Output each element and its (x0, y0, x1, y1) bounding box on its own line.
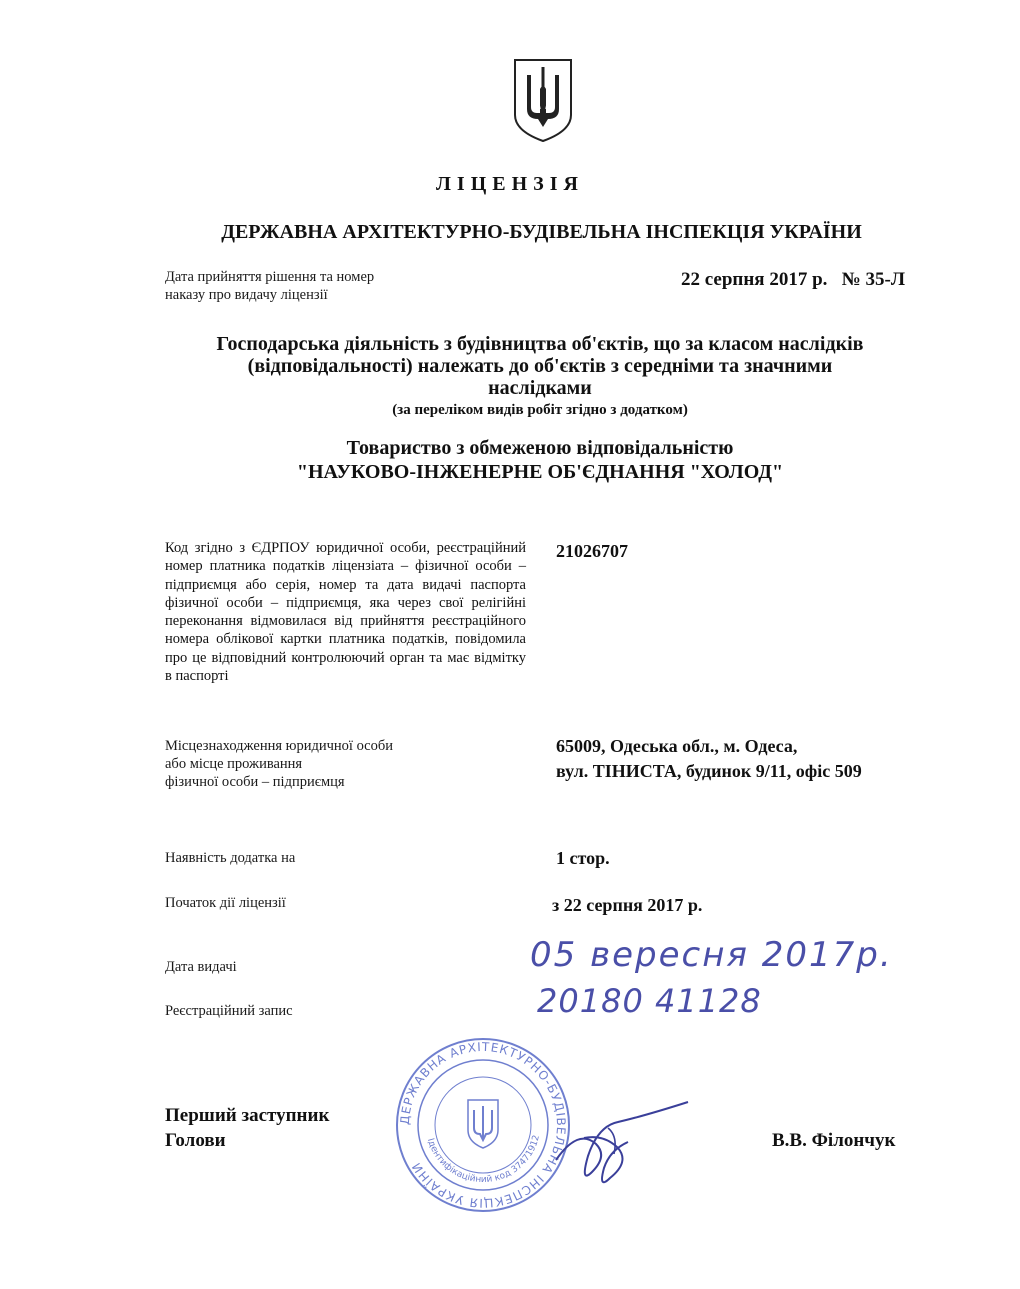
start-value: з 22 серпня 2017 р. (552, 895, 703, 915)
stamp-outer-text: ДЕРЖАВНА АРХІТЕКТУРНО-БУДІВЕЛЬНА ІНСПЕКЦІЯ УКРАЇНИ (397, 1039, 569, 1211)
order-label (165, 268, 465, 304)
location-label (165, 737, 465, 791)
order-label-line: наказу про видачу ліцензії (165, 287, 328, 303)
location-label-line: Місцезнаходження юридичної особи (165, 738, 394, 754)
signer-position-line: Голови (165, 1130, 226, 1151)
start-label: Початок дії ліцензії (165, 895, 286, 911)
activity-line: (відповідальності) належать до об'єктів з середніми та значними (247, 355, 833, 377)
code-value: 21026707 (556, 541, 628, 561)
annex-value: 1 стор. (556, 848, 610, 868)
signer-position-line: Перший заступник (165, 1105, 330, 1126)
order-value: 22 серпня 2017 р. № 35-Л (681, 269, 905, 290)
signer-position (165, 1103, 329, 1153)
issue-date-handwritten: 05 вересня 2017р. (530, 935, 893, 975)
svg-text:Ідентифікаційний код 37471912 (425, 1134, 542, 1185)
location-label-line: фізичної особи – підприємця (165, 774, 345, 790)
code-label: Код згідно з ЄДРПОУ юридичної особи, реєстраційний номер платника податків ліцензіата – фізичної особи – підприємця або серія, номер та дата видачі паспорта фізичної особи – підприємця, яка через свої релігійні переконання відмовилася від прийняття реєстраційного номера облікової картки платника податків, повідомила про це відповідний контролюючий орган та має відмітку в паспорті (165, 540, 526, 685)
activity-line: наслідками (488, 377, 592, 399)
document-title: ЛІЦЕНЗІЯ (436, 173, 584, 195)
stamp-inner-text: Ідентифікаційний код 37471912 (424, 1134, 542, 1186)
stamp-trident-icon (468, 1100, 498, 1148)
official-stamp (394, 1036, 572, 1214)
registration-label: Реєстраційний запис (165, 1003, 293, 1019)
location-value-line: 65009, Одеська обл., м. Одеса, (556, 736, 798, 756)
activity-note: (за переліком видів робіт згідно з додатком) (392, 402, 688, 418)
coat-of-arms-icon (512, 57, 574, 143)
location-value (556, 734, 862, 784)
company-name: "НАУКОВО-ІНЖЕНЕРНЕ ОБ'ЄДНАННЯ "ХОЛОД" (296, 461, 784, 483)
signature-scribble (548, 1098, 698, 1198)
signer-name: В.В. Філончук (772, 1130, 896, 1151)
registration-handwritten: 20180 41128 (537, 982, 762, 1020)
location-label-line: або місце проживання (165, 756, 303, 772)
issue-date-label: Дата видачі (165, 959, 237, 975)
location-value-line: вул. ТІНИСТА, будинок 9/11, офіс 509 (556, 761, 862, 781)
activity-description (170, 333, 910, 399)
company-type: Товариство з обмеженою відповідальністю (346, 437, 734, 459)
order-label-line: Дата прийняття рішення та номер (165, 269, 375, 285)
annex-label: Наявність додатка на (165, 850, 296, 866)
activity-line: Господарська діяльність з будівництва об'єктів, що за класом наслідків (216, 333, 864, 355)
issuing-organization: ДЕРЖАВНА АРХІТЕКТУРНО-БУДІВЕЛЬНА ІНСПЕКЦІЯ УКРАЇНИ (221, 221, 862, 243)
